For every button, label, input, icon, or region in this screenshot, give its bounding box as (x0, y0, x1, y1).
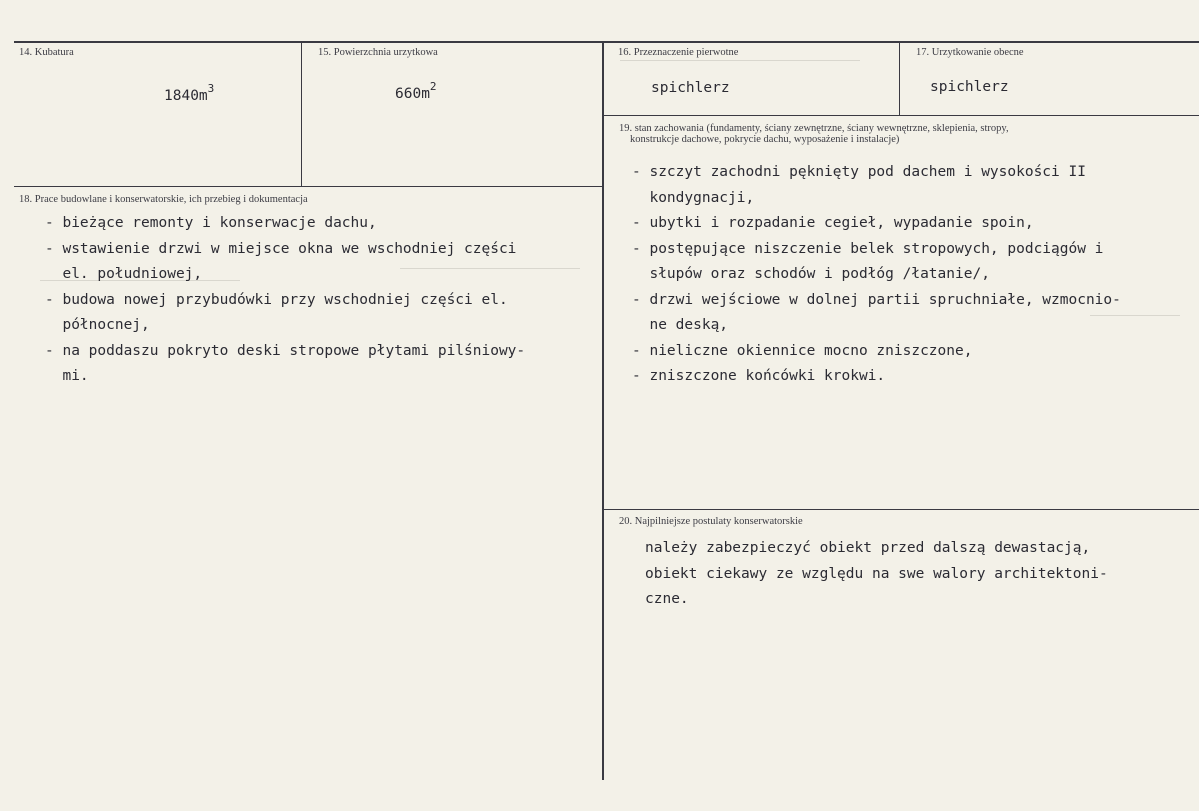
divider-14-15 (301, 43, 302, 186)
main-vertical-divider (602, 43, 604, 780)
list-item: el. południowej, (45, 266, 203, 282)
field-19-condition-list (632, 160, 1121, 390)
field-18-works-list (45, 211, 525, 390)
rule-under-16-17 (604, 115, 1199, 116)
field-16-label: 16. Przeznaczenie pierwotne (618, 47, 739, 58)
field-16-value: spichlerz (651, 80, 730, 96)
list-item: - szczyt zachodni pęknięty pod dachem i wysokości II (632, 164, 1086, 180)
paragraph-line: należy zabezpieczyć obiekt przed dalszą dewastacją, (645, 540, 1091, 556)
field-17-value: spichlerz (930, 79, 1009, 95)
top-rule (14, 41, 1199, 43)
field-15-value-text: 660m (395, 85, 430, 102)
list-item: mi. (45, 368, 89, 384)
field-20-label: 20. Najpilniejsze postulaty konserwatorskie (619, 516, 803, 527)
divider-16-17 (899, 43, 900, 115)
field-20-postulates (645, 536, 1108, 613)
paragraph-line: czne. (645, 591, 689, 607)
list-item: słupów oraz schodów i podłóg /łatanie/, (632, 266, 990, 282)
list-item: - nieliczne okiennice mocno zniszczone, (632, 342, 973, 359)
field-14-label: 14. Kubatura (19, 47, 74, 58)
list-item: - bieżące remonty i konserwacje dachu, (45, 215, 377, 231)
list-item: - zniszczone końcówki krokwi. (632, 368, 886, 384)
paragraph-line: obiekt ciekawy ze względu na swe walory architektoni- (645, 565, 1108, 582)
list-item: ne deską, (632, 317, 729, 333)
list-item: - drzwi wejściowe w dolnej partii spruchniałe, wzmocnio- (632, 291, 1121, 308)
field-18-label: 18. Prace budowlane i konserwatorskie, ich przebieg i dokumentacja (19, 194, 308, 205)
field-15-label: 15. Powierzchnia urzytkowa (318, 47, 438, 58)
list-item: kondygnacji, (632, 189, 755, 206)
show-through-line (620, 60, 860, 61)
field-14-value-text: 1840m (164, 87, 208, 104)
list-item: - ubytki i rozpadanie cegieł, wypadanie spoin, (632, 215, 1034, 231)
list-item: północnej, (45, 317, 150, 333)
rule-above-20 (604, 509, 1199, 510)
field-19-label-line2: konstrukcje dachowe, pokrycie dachu, wyposażenie i instalacje) (630, 134, 900, 145)
list-item: - postępujące niszczenie belek stropowych, podciągów i (632, 240, 1104, 257)
field-14-value (164, 84, 214, 104)
field-15-unit-exponent: 2 (429, 80, 437, 93)
field-19-label-line1: 19. stan zachowania (fundamenty, ściany zewnętrzne, ściany wewnętrzne, sklepienia, stropy, (619, 123, 1009, 134)
list-item: - budowa nowej przybudówki przy wschodniej części el. (45, 291, 508, 308)
field-17-label: 17. Urzytkowanie obecne (916, 47, 1024, 58)
list-item: - na poddaszu pokryto deski stropowe płytami pilśniowy- (45, 342, 526, 359)
rule-under-14-15 (14, 186, 602, 187)
list-item: - wstawienie drzwi w miejsce okna we wschodniej części (45, 240, 517, 257)
field-15-value (395, 82, 437, 102)
field-14-unit-exponent: 3 (207, 82, 215, 95)
